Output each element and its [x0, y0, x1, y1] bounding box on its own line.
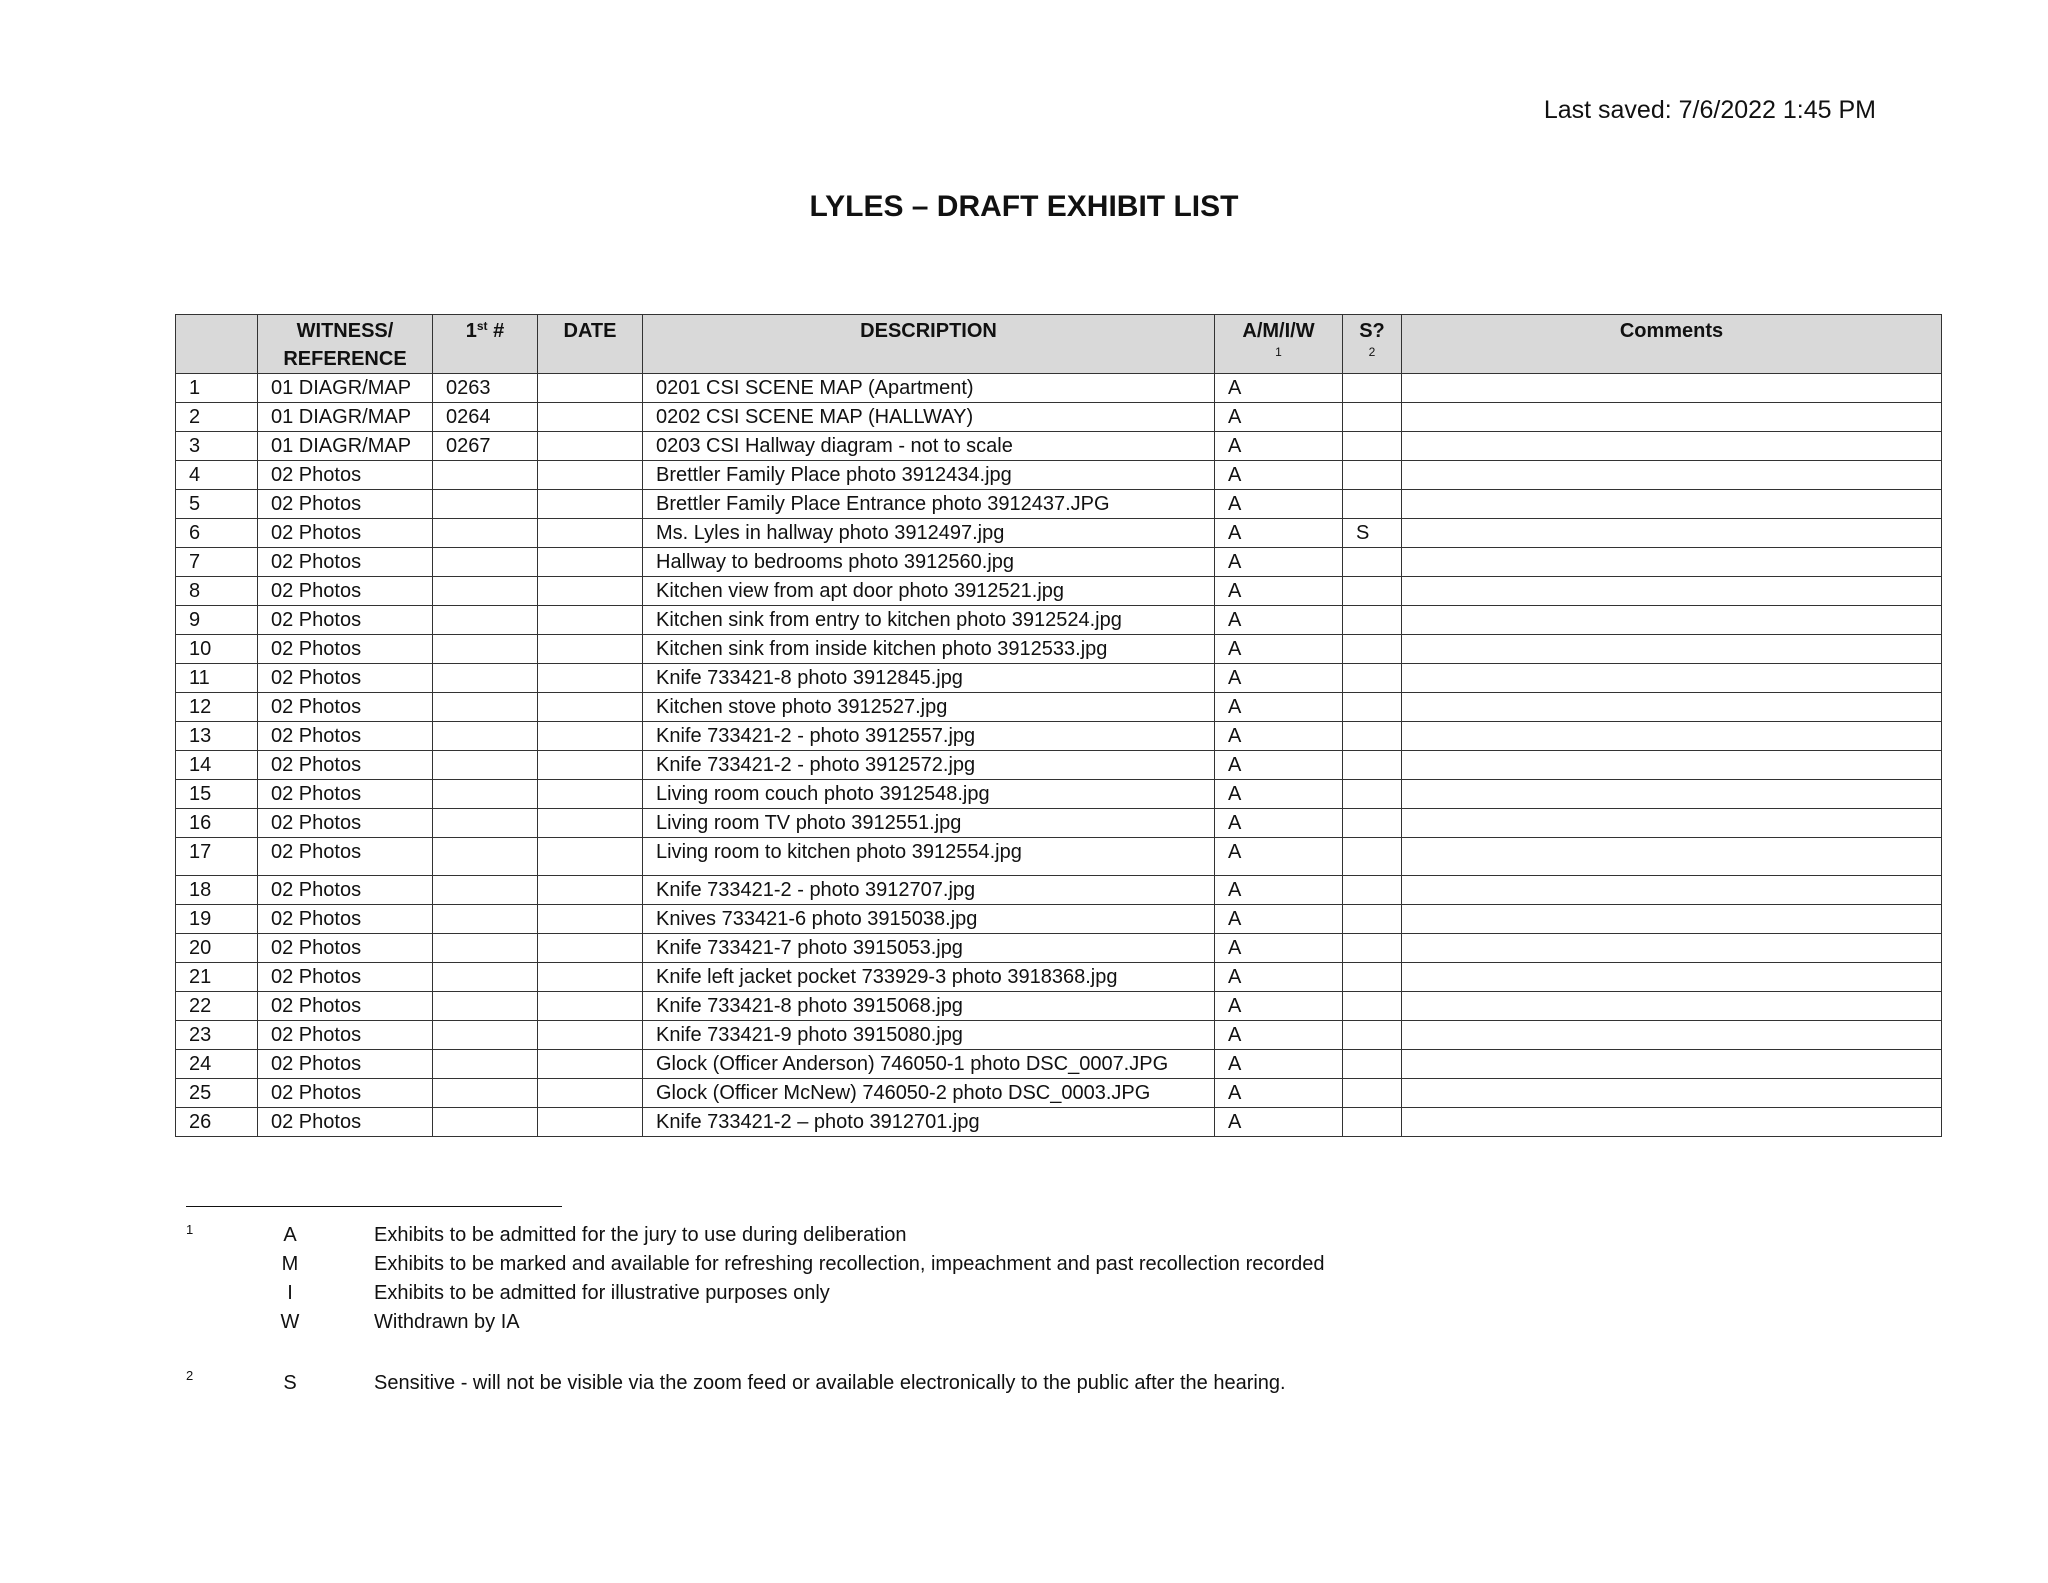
cell-exhibit-number: 3: [176, 432, 258, 461]
table-row: [176, 403, 1942, 432]
cell-first-number: [433, 1050, 538, 1079]
cell-amiw: A: [1215, 838, 1343, 876]
cell-date: [538, 905, 643, 934]
cell-exhibit-number: 15: [176, 780, 258, 809]
cell-date: [538, 838, 643, 876]
cell-description: Knife 733421-2 - photo 3912707.jpg: [643, 876, 1215, 905]
cell-exhibit-number: 23: [176, 1021, 258, 1050]
footnote-ref-2: 2: [1368, 345, 1376, 359]
footnote-2-number: 2: [186, 1368, 194, 1383]
cell-sensitive: [1343, 992, 1402, 1021]
cell-comments: [1402, 490, 1942, 519]
cell-witness-reference: 02 Photos: [258, 490, 433, 519]
cell-date: [538, 490, 643, 519]
cell-description: Living room to kitchen photo 3912554.jpg: [643, 838, 1215, 876]
cell-comments: [1402, 722, 1942, 751]
cell-witness-reference: 02 Photos: [258, 992, 433, 1021]
cell-description: Knife 733421-2 - photo 3912572.jpg: [643, 751, 1215, 780]
cell-description: Glock (Officer McNew) 746050-2 photo DSC_0003.JPG: [643, 1079, 1215, 1108]
cell-first-number: [433, 780, 538, 809]
table-row: [176, 548, 1942, 577]
table-row: [176, 1079, 1942, 1108]
cell-description: Living room TV photo 3912551.jpg: [643, 809, 1215, 838]
cell-witness-reference: 02 Photos: [258, 963, 433, 992]
cell-first-number: [433, 519, 538, 548]
cell-description: Kitchen stove photo 3912527.jpg: [643, 693, 1215, 722]
cell-date: [538, 780, 643, 809]
cell-amiw: A: [1215, 577, 1343, 606]
cell-first-number: [433, 1079, 538, 1108]
cell-amiw: A: [1215, 548, 1343, 577]
cell-amiw: A: [1215, 934, 1343, 963]
cell-witness-reference: 02 Photos: [258, 1050, 433, 1079]
cell-date: [538, 664, 643, 693]
cell-exhibit-number: 20: [176, 934, 258, 963]
cell-amiw: A: [1215, 693, 1343, 722]
col-header-first-number-sup: st: [476, 319, 488, 333]
cell-date: [538, 1079, 643, 1108]
cell-date: [538, 374, 643, 403]
col-header-description: DESCRIPTION: [643, 315, 1215, 374]
cell-first-number: [433, 963, 538, 992]
cell-exhibit-number: 17: [176, 838, 258, 876]
cell-first-number: [433, 905, 538, 934]
cell-comments: [1402, 838, 1942, 876]
cell-first-number: [433, 838, 538, 876]
cell-sensitive: S: [1343, 519, 1402, 548]
cell-first-number: [433, 722, 538, 751]
cell-date: [538, 432, 643, 461]
cell-sensitive: [1343, 1079, 1402, 1108]
table-header-row: [176, 315, 1942, 374]
cell-comments: [1402, 461, 1942, 490]
cell-description: Knife 733421-9 photo 3915080.jpg: [643, 1021, 1215, 1050]
cell-witness-reference: 02 Photos: [258, 606, 433, 635]
cell-amiw: A: [1215, 490, 1343, 519]
cell-sensitive: [1343, 693, 1402, 722]
table-row: [176, 519, 1942, 548]
cell-exhibit-number: 8: [176, 577, 258, 606]
cell-date: [538, 519, 643, 548]
cell-amiw: A: [1215, 905, 1343, 934]
cell-date: [538, 693, 643, 722]
cell-sensitive: [1343, 905, 1402, 934]
cell-first-number: [433, 876, 538, 905]
cell-date: [538, 809, 643, 838]
cell-sensitive: [1343, 963, 1402, 992]
table-row: [176, 876, 1942, 905]
cell-date: [538, 461, 643, 490]
cell-first-number: [433, 635, 538, 664]
col-header-first-number: [433, 315, 538, 374]
col-header-amiw: [1215, 315, 1343, 374]
cell-witness-reference: 02 Photos: [258, 1108, 433, 1137]
cell-witness-reference: 02 Photos: [258, 838, 433, 876]
table-row: [176, 905, 1942, 934]
table-row: [176, 809, 1942, 838]
cell-first-number: [433, 490, 538, 519]
cell-amiw: A: [1215, 374, 1343, 403]
cell-amiw: A: [1215, 1108, 1343, 1137]
col-header-amiw-label: A/M/I/W: [1242, 320, 1315, 342]
footnote-1-code-m: M: [281, 1253, 299, 1275]
cell-comments: [1402, 963, 1942, 992]
cell-comments: [1402, 1021, 1942, 1050]
cell-exhibit-number: 21: [176, 963, 258, 992]
footnote-1-code-w: W: [280, 1311, 300, 1333]
exhibit-table: [175, 314, 1942, 1137]
cell-sensitive: [1343, 432, 1402, 461]
cell-witness-reference: 02 Photos: [258, 693, 433, 722]
cell-description: 0201 CSI SCENE MAP (Apartment): [643, 374, 1215, 403]
footnote-1-text-w: Withdrawn by IA: [374, 1311, 520, 1333]
table-row: [176, 1021, 1942, 1050]
cell-first-number: [433, 548, 538, 577]
cell-amiw: A: [1215, 1050, 1343, 1079]
cell-witness-reference: 02 Photos: [258, 664, 433, 693]
footnote-2-text-s: Sensitive - will not be visible via the zoom feed or available electronically to the public after the hearing.: [374, 1372, 1286, 1394]
cell-sensitive: [1343, 876, 1402, 905]
cell-witness-reference: 02 Photos: [258, 548, 433, 577]
cell-first-number: [433, 664, 538, 693]
cell-date: [538, 876, 643, 905]
cell-exhibit-number: 14: [176, 751, 258, 780]
cell-sensitive: [1343, 809, 1402, 838]
cell-first-number: 0263: [433, 374, 538, 403]
table-row: [176, 751, 1942, 780]
table-row: [176, 635, 1942, 664]
cell-description: 0203 CSI Hallway diagram - not to scale: [643, 432, 1215, 461]
cell-witness-reference: 01 DIAGR/MAP: [258, 374, 433, 403]
cell-amiw: A: [1215, 809, 1343, 838]
footnote-1-number: 1: [186, 1222, 194, 1237]
cell-comments: [1402, 780, 1942, 809]
footnote-divider: [186, 1206, 562, 1207]
cell-witness-reference: 02 Photos: [258, 722, 433, 751]
cell-amiw: A: [1215, 1021, 1343, 1050]
cell-first-number: [433, 751, 538, 780]
cell-amiw: A: [1215, 876, 1343, 905]
cell-description: Kitchen sink from inside kitchen photo 3912533.jpg: [643, 635, 1215, 664]
cell-sensitive: [1343, 722, 1402, 751]
table-row: [176, 992, 1942, 1021]
cell-sensitive: [1343, 635, 1402, 664]
col-header-witness-line1: WITNESS/: [296, 320, 394, 342]
cell-amiw: A: [1215, 722, 1343, 751]
cell-first-number: 0267: [433, 432, 538, 461]
table-row: [176, 1050, 1942, 1079]
cell-date: [538, 577, 643, 606]
cell-amiw: A: [1215, 432, 1343, 461]
cell-comments: [1402, 693, 1942, 722]
col-header-number: [176, 315, 258, 374]
cell-witness-reference: 02 Photos: [258, 751, 433, 780]
cell-first-number: [433, 577, 538, 606]
cell-exhibit-number: 24: [176, 1050, 258, 1079]
footnote-1-code-a: A: [283, 1224, 297, 1246]
cell-exhibit-number: 11: [176, 664, 258, 693]
cell-exhibit-number: 1: [176, 374, 258, 403]
cell-first-number: [433, 1108, 538, 1137]
table-row: [176, 963, 1942, 992]
cell-sensitive: [1343, 490, 1402, 519]
cell-sensitive: [1343, 780, 1402, 809]
cell-date: [538, 1108, 643, 1137]
cell-amiw: A: [1215, 461, 1343, 490]
col-header-witness-line2: REFERENCE: [283, 348, 407, 370]
col-header-sensitive-label: S?: [1359, 320, 1385, 342]
table-row: [176, 693, 1942, 722]
col-header-first-number-rest: #: [487, 320, 505, 342]
cell-exhibit-number: 19: [176, 905, 258, 934]
cell-first-number: [433, 809, 538, 838]
cell-exhibit-number: 16: [176, 809, 258, 838]
cell-comments: [1402, 606, 1942, 635]
cell-sensitive: [1343, 751, 1402, 780]
cell-description: Knife left jacket pocket 733929-3 photo 3918368.jpg: [643, 963, 1215, 992]
cell-sensitive: [1343, 577, 1402, 606]
cell-exhibit-number: 18: [176, 876, 258, 905]
cell-sensitive: [1343, 461, 1402, 490]
table-row: [176, 490, 1942, 519]
footnote-1-text-i: Exhibits to be admitted for illustrative purposes only: [374, 1282, 830, 1304]
table-row: [176, 664, 1942, 693]
cell-comments: [1402, 548, 1942, 577]
cell-date: [538, 751, 643, 780]
table-row: [176, 432, 1942, 461]
cell-description: Knife 733421-7 photo 3915053.jpg: [643, 934, 1215, 963]
cell-witness-reference: 02 Photos: [258, 780, 433, 809]
cell-witness-reference: 02 Photos: [258, 577, 433, 606]
cell-comments: [1402, 664, 1942, 693]
cell-sensitive: [1343, 664, 1402, 693]
table-row: [176, 606, 1942, 635]
last-saved-timestamp: Last saved: 7/6/2022 1:45 PM: [1543, 96, 1876, 124]
cell-witness-reference: 01 DIAGR/MAP: [258, 432, 433, 461]
cell-comments: [1402, 876, 1942, 905]
table-row: [176, 461, 1942, 490]
cell-exhibit-number: 9: [176, 606, 258, 635]
col-header-witness: [258, 315, 433, 374]
cell-date: [538, 635, 643, 664]
cell-comments: [1402, 992, 1942, 1021]
cell-first-number: [433, 461, 538, 490]
table-row: [176, 838, 1942, 876]
cell-description: Glock (Officer Anderson) 746050-1 photo DSC_0007.JPG: [643, 1050, 1215, 1079]
cell-witness-reference: 02 Photos: [258, 934, 433, 963]
exhibit-rows: [176, 374, 1942, 1137]
cell-amiw: A: [1215, 635, 1343, 664]
cell-exhibit-number: 10: [176, 635, 258, 664]
cell-sensitive: [1343, 548, 1402, 577]
col-header-date: DATE: [538, 315, 643, 374]
col-header-sensitive: [1343, 315, 1402, 374]
cell-description: 0202 CSI SCENE MAP (HALLWAY): [643, 403, 1215, 432]
footnote-1-text-a: Exhibits to be admitted for the jury to use during deliberation: [374, 1224, 907, 1246]
cell-comments: [1402, 934, 1942, 963]
cell-witness-reference: 02 Photos: [258, 905, 433, 934]
cell-comments: [1402, 809, 1942, 838]
cell-date: [538, 963, 643, 992]
cell-comments: [1402, 635, 1942, 664]
col-header-comments: Comments: [1402, 315, 1942, 374]
cell-amiw: A: [1215, 1079, 1343, 1108]
cell-sensitive: [1343, 1108, 1402, 1137]
cell-exhibit-number: 4: [176, 461, 258, 490]
cell-exhibit-number: 2: [176, 403, 258, 432]
cell-first-number: [433, 606, 538, 635]
cell-exhibit-number: 13: [176, 722, 258, 751]
table-row: [176, 577, 1942, 606]
cell-first-number: [433, 992, 538, 1021]
cell-date: [538, 992, 643, 1021]
cell-description: Hallway to bedrooms photo 3912560.jpg: [643, 548, 1215, 577]
cell-comments: [1402, 1050, 1942, 1079]
cell-amiw: A: [1215, 606, 1343, 635]
cell-amiw: A: [1215, 751, 1343, 780]
cell-first-number: [433, 934, 538, 963]
cell-date: [538, 606, 643, 635]
table-row: [176, 722, 1942, 751]
cell-exhibit-number: 22: [176, 992, 258, 1021]
cell-exhibit-number: 6: [176, 519, 258, 548]
cell-comments: [1402, 519, 1942, 548]
cell-date: [538, 1050, 643, 1079]
cell-amiw: A: [1215, 403, 1343, 432]
footnote-1-code-i: I: [287, 1282, 293, 1304]
cell-first-number: [433, 693, 538, 722]
cell-sensitive: [1343, 838, 1402, 876]
cell-sensitive: [1343, 403, 1402, 432]
cell-witness-reference: 02 Photos: [258, 635, 433, 664]
cell-date: [538, 722, 643, 751]
cell-amiw: A: [1215, 963, 1343, 992]
cell-comments: [1402, 905, 1942, 934]
cell-description: Brettler Family Place Entrance photo 3912437.JPG: [643, 490, 1215, 519]
cell-sensitive: [1343, 934, 1402, 963]
cell-exhibit-number: 25: [176, 1079, 258, 1108]
cell-description: Kitchen sink from entry to kitchen photo 3912524.jpg: [643, 606, 1215, 635]
table-row: [176, 374, 1942, 403]
cell-comments: [1402, 577, 1942, 606]
table-row: [176, 1108, 1942, 1137]
cell-sensitive: [1343, 1050, 1402, 1079]
cell-date: [538, 934, 643, 963]
cell-witness-reference: 02 Photos: [258, 876, 433, 905]
cell-first-number: 0264: [433, 403, 538, 432]
cell-description: Knives 733421-6 photo 3915038.jpg: [643, 905, 1215, 934]
cell-comments: [1402, 751, 1942, 780]
cell-exhibit-number: 12: [176, 693, 258, 722]
cell-witness-reference: 02 Photos: [258, 1021, 433, 1050]
table-row: [176, 934, 1942, 963]
cell-comments: [1402, 1108, 1942, 1137]
cell-description: Living room couch photo 3912548.jpg: [643, 780, 1215, 809]
cell-exhibit-number: 26: [176, 1108, 258, 1137]
page-title: LYLES – DRAFT EXHIBIT LIST: [809, 190, 1239, 223]
table-row: [176, 780, 1942, 809]
cell-amiw: A: [1215, 519, 1343, 548]
footnote-2-code-s: S: [283, 1372, 297, 1394]
cell-sensitive: [1343, 1021, 1402, 1050]
cell-description: Ms. Lyles in hallway photo 3912497.jpg: [643, 519, 1215, 548]
cell-amiw: A: [1215, 992, 1343, 1021]
cell-amiw: A: [1215, 780, 1343, 809]
cell-exhibit-number: 7: [176, 548, 258, 577]
cell-description: Knife 733421-2 – photo 3912701.jpg: [643, 1108, 1215, 1137]
footnote-1-text-m: Exhibits to be marked and available for refreshing recollection, impeachment and past recollection recorded: [374, 1253, 1325, 1275]
cell-description: Kitchen view from apt door photo 3912521.jpg: [643, 577, 1215, 606]
cell-exhibit-number: 5: [176, 490, 258, 519]
cell-comments: [1402, 403, 1942, 432]
cell-date: [538, 403, 643, 432]
cell-sensitive: [1343, 606, 1402, 635]
cell-description: Brettler Family Place photo 3912434.jpg: [643, 461, 1215, 490]
cell-comments: [1402, 1079, 1942, 1108]
cell-witness-reference: 02 Photos: [258, 461, 433, 490]
cell-witness-reference: 02 Photos: [258, 519, 433, 548]
cell-first-number: [433, 1021, 538, 1050]
cell-sensitive: [1343, 374, 1402, 403]
cell-date: [538, 548, 643, 577]
cell-comments: [1402, 432, 1942, 461]
cell-witness-reference: 01 DIAGR/MAP: [258, 403, 433, 432]
cell-date: [538, 1021, 643, 1050]
col-header-first-number-base: 1: [465, 320, 477, 342]
cell-description: Knife 733421-8 photo 3915068.jpg: [643, 992, 1215, 1021]
cell-description: Knife 733421-2 - photo 3912557.jpg: [643, 722, 1215, 751]
cell-description: Knife 733421-8 photo 3912845.jpg: [643, 664, 1215, 693]
cell-witness-reference: 02 Photos: [258, 809, 433, 838]
footnote-ref-1: 1: [1275, 345, 1282, 359]
cell-amiw: A: [1215, 664, 1343, 693]
cell-comments: [1402, 374, 1942, 403]
cell-witness-reference: 02 Photos: [258, 1079, 433, 1108]
